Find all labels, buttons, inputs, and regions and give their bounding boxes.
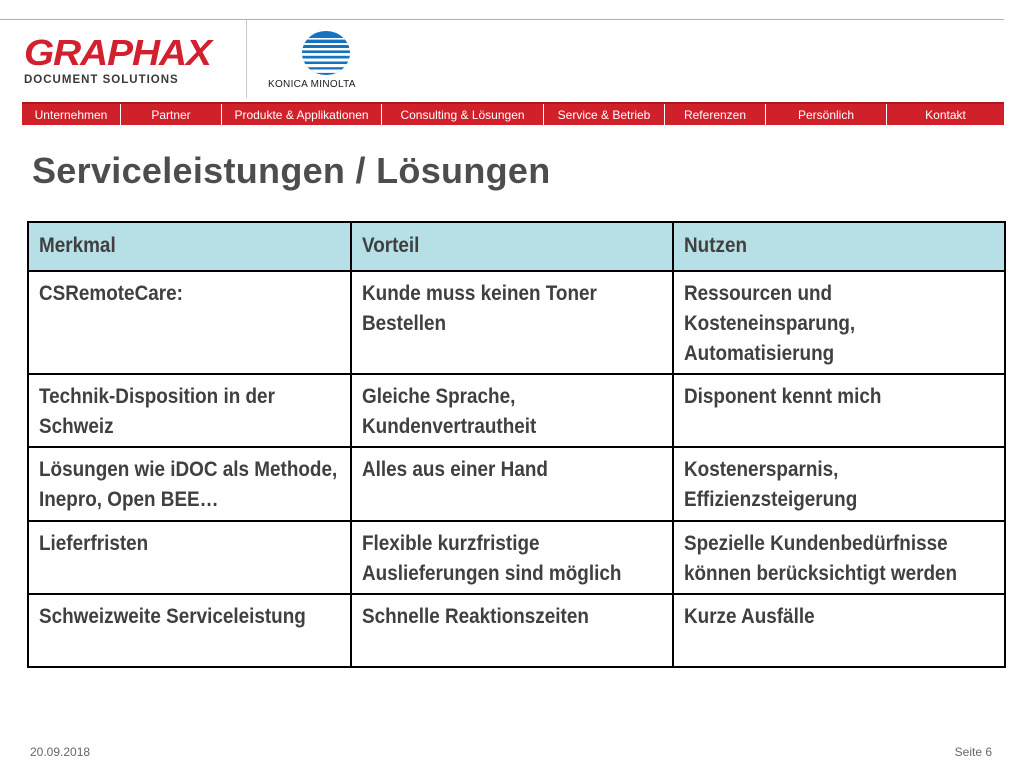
table-cell: Schweizweite Serviceleistung	[28, 594, 351, 667]
nav-item-referenzen[interactable]: Referenzen	[665, 104, 766, 125]
table-cell: Alles aus einer Hand	[351, 447, 673, 521]
column-header-vorteil: Vorteil	[351, 222, 673, 271]
graphax-logo	[24, 32, 214, 93]
service-table	[27, 221, 1006, 668]
table-cell: Technik-Disposition in der Schweiz	[28, 374, 351, 447]
table-cell: Flexible kurzfristige Auslieferungen sind möglich	[351, 521, 673, 594]
globe-icon	[301, 30, 351, 76]
table-row	[28, 594, 1005, 667]
top-rule	[0, 19, 1004, 20]
nav-item-service[interactable]: Service & Betrieb	[544, 104, 665, 125]
graphax-tagline: DOCUMENT SOLUTIONS	[24, 74, 179, 86]
table-cell: Lösungen wie iDOC als Methode, Inepro, Open BEE…	[28, 447, 351, 521]
table-row	[28, 374, 1005, 447]
nav-item-unternehmen[interactable]: Unternehmen	[22, 104, 121, 125]
table-cell: Schnelle Reaktionszeiten	[351, 594, 673, 667]
table-cell: Kurze Ausfälle	[673, 594, 1005, 667]
table-cell: Spezielle Kundenbedürfnisse können berücksichtigt werden	[673, 521, 1005, 594]
nav-item-consulting[interactable]: Consulting & Lösungen	[382, 104, 544, 125]
nav-item-persoenlich[interactable]: Persönlich	[766, 104, 887, 125]
logo-separator	[246, 20, 247, 98]
column-header-nutzen: Nutzen	[673, 222, 1005, 271]
main-navigation	[22, 102, 1004, 125]
konica-minolta-logo	[268, 30, 388, 94]
table-header-row	[28, 222, 1005, 271]
footer-date: 20.09.2018	[30, 745, 91, 759]
table-cell: Ressourcen und Kosteneinsparung, Automatisierung	[673, 271, 1005, 374]
table-cell: Kostenersparnis, Effizienzsteigerung	[673, 447, 1005, 521]
nav-item-kontakt[interactable]: Kontakt	[925, 107, 966, 122]
table-row	[28, 521, 1005, 594]
nav-item-partner[interactable]: Partner	[121, 104, 222, 125]
graphax-wordmark: GRAPHAX	[24, 32, 211, 73]
page-title: Serviceleistungen / Lösungen	[32, 150, 551, 191]
konica-minolta-wordmark: KONICA MINOLTA	[268, 79, 356, 90]
table-row	[28, 271, 1005, 374]
footer-page-number: Seite 6	[954, 745, 992, 759]
table-cell: Lieferfristen	[28, 521, 351, 594]
table-cell: Gleiche Sprache, Kundenvertrautheit	[351, 374, 673, 447]
table-cell: Kunde muss keinen Toner Bestellen	[351, 271, 673, 374]
table-row	[28, 447, 1005, 521]
table-cell: Disponent kennt mich	[673, 374, 1005, 447]
table-cell: CSRemoteCare:	[28, 271, 351, 374]
column-header-merkmal: Merkmal	[28, 222, 351, 271]
nav-item-produkte[interactable]: Produkte & Applikationen	[222, 104, 382, 125]
